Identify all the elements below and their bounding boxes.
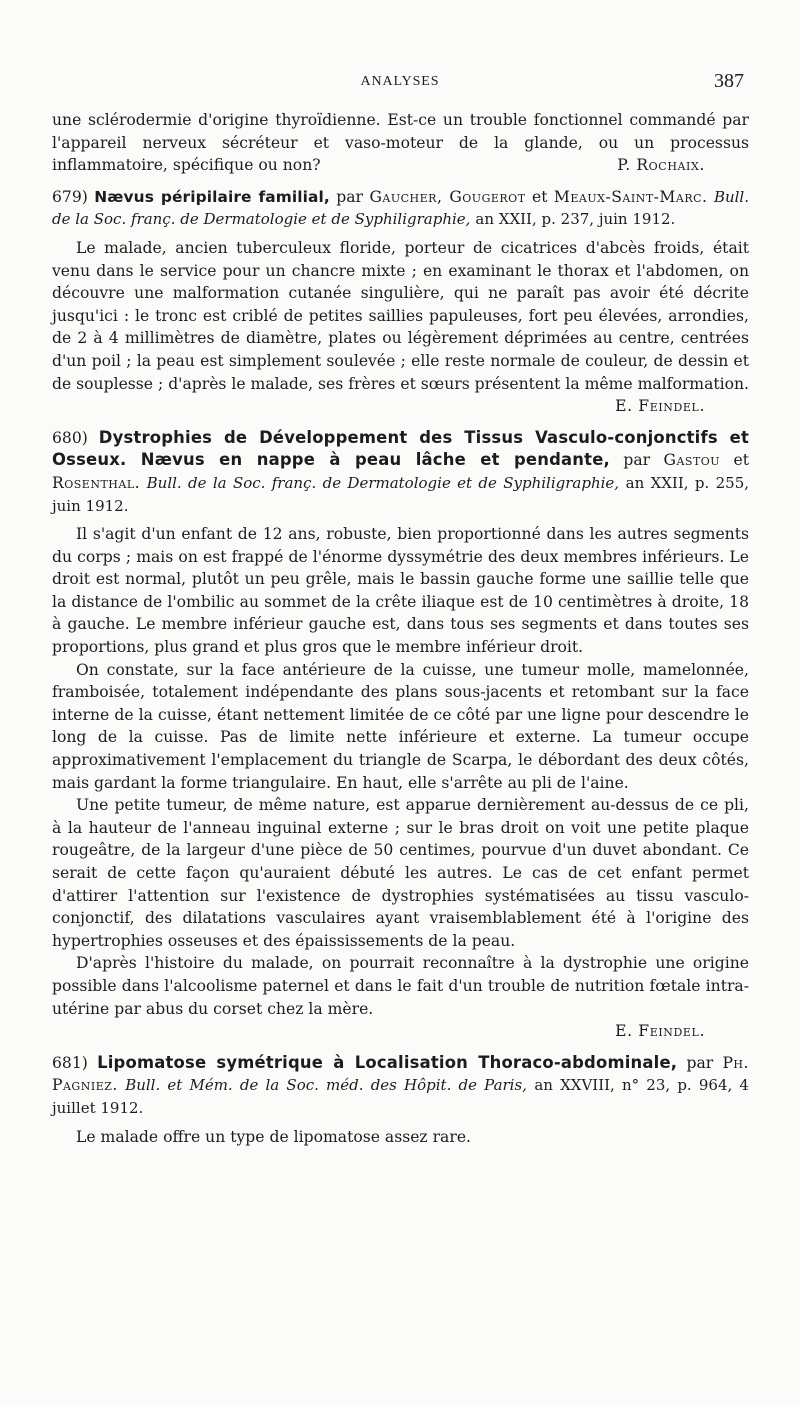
entry-journal: Bull. de la Soc. franç. de Dermatologie et de Syphiligraphie, <box>146 473 620 492</box>
entry-authors: Gastou <box>663 451 721 470</box>
entry-paragraph: Le malade, ancien tuberculeux floride, porteur de cicatrices d'abcès froids, était venu dans le service pour un chancre mixte ; en examinant le thorax et l'abdomen, on découvre une malformation cutanée singulière, qui ne paraît pas avoir été décrite jusqu'ici : le tronc est criblé de petites saillies papuleuses, fort peu élevées, arrondies, de 2 à 4 millimètres de diamètre, plates ou légèrement déprimées au centre, centrées d'un poil ; la peau est simplement soulevée ; elle reste normale de couleur, de dessin et de souplesse ; d'après le malade, ses frères et sœurs présentent la même malformation. <box>52 238 750 393</box>
entry-number: 681) <box>52 1053 88 1072</box>
entry-by: par <box>336 187 364 206</box>
entry-paragraph: D'après l'histoire du malade, on pourrait reconnaître à la dystrophie une origine possible dans l'alcoolisme paternel et dans le fait d'un trouble de nutrition fœtale intra-utérine par abus du corset chez la mère. <box>52 954 749 1018</box>
entry-number: 680) <box>52 428 88 447</box>
entry-by: par <box>623 451 651 470</box>
page-number: 387 <box>714 70 744 92</box>
entry-heading <box>52 186 749 231</box>
entry-heading <box>52 1052 749 1120</box>
entry-and: et <box>733 451 749 470</box>
entry-title: Dystrophies de Développement des Tissus Vasculo-conjonctifs et Osseux. Nævus en nappe à peau lâche et pendante, <box>52 427 749 470</box>
entry-and: et <box>531 187 548 206</box>
entry-by: par <box>686 1053 714 1072</box>
entry-title: Nævus péripilaire familial, <box>94 187 330 206</box>
entry-number: 679) <box>52 187 88 206</box>
entry-title: Lipomatose symétrique à Localisation Thoraco-abdominale, <box>97 1052 678 1072</box>
entry-680 <box>52 427 749 1043</box>
intro-signature: P. Rochaix. <box>617 156 705 175</box>
entry-paragraph: Une petite tumeur, de même nature, est apparue dernièrement au-dessus de ce pli, à la hauteur de l'anneau inguinal externe ; sur le bras droit on voit une petite plaque rougeâtre, de la largeur d'une pièce de 50 centimes, pourvue d'un duvet abondant. Ce serait de cette façon qu'auraient débuté les autres. Le cas de cet enfant permet d'attirer l'attention sur l'existence de dystrophies systématisées au tissu vasculo-conjonctif, des dilatations vasculaires ayant vraisemblablement été à l'origine des hypertrophies osseuses et des épaississements de la peau. <box>52 796 749 950</box>
entry-authors-2: Rosenthal. <box>52 473 141 492</box>
entry-signature: E. Feindel. <box>615 397 705 416</box>
entry-paragraph: On constate, sur la face antérieure de la cuisse, une tumeur molle, mamelonnée, framboisée, totalement indépendante des plans sous-jacents et retombant sur la face interne de la cuisse, étant nettement limitée de ce côté par une ligne pour descendre le long de la cuisse. Pas de limite nette inférieure et externe. La tumeur occupe approximativement l'emplacement du triangle de Scarpa, le débordant des deux côtés, mais gardant la forme triangulaire. En haut, elle s'arrête au pli de l'aine. <box>52 660 749 792</box>
entry-authors-2: Meaux-Saint-Marc. <box>553 187 708 206</box>
entry-681 <box>52 1052 749 1148</box>
entry-reference: an XXVIII, n° 23, p. 964, 4 juillet 1912. <box>52 1076 749 1117</box>
entry-journal: Bull. de la Soc. franç. de Dermatologie et de Syphiligraphie, <box>52 187 749 229</box>
running-head <box>52 72 748 96</box>
running-title: ANALYSES <box>360 74 440 89</box>
entry-paragraph: Il s'agit d'un enfant de 12 ans, robuste, bien proportionné dans les autres segments du corps ; mais on est frappé de l'énorme dyssymétrie des deux membres inférieurs. Le droit est normal, plutôt un peu grêle, mais le bassin gauche forme une saillie telle que la distance de l'ombilic au sommet de la crête iliaque est de 10 centimètres à droite, 18 à gauche. Le membre inférieur gauche est, dans tous ses segments et dans toutes ses proportions, plus grand et plus gros que le membre inférieur droit. <box>52 525 749 657</box>
entry-679 <box>52 186 749 418</box>
entry-reference: an XXII, p. 237, juin 1912. <box>475 210 676 229</box>
intro-paragraph <box>52 109 749 177</box>
entry-signature: E. Feindel. <box>615 1022 705 1041</box>
entry-journal: Bull. et Mém. de la Soc. méd. des Hôpit. de Paris, <box>125 1076 527 1095</box>
entry-reference: an XXII, p. 255, juin 1912. <box>52 473 750 515</box>
article-body <box>52 109 749 1148</box>
intro-text: une sclérodermie d'origine thyroïdienne. Est-ce un trouble fonctionnel commandé par l'appareil nerveux sécréteur et vaso-moteur de la glande, ou un processus inflammatoire, spécifique ou non? <box>52 111 749 175</box>
entry-authors: Gaucher, Gougerot <box>369 187 526 206</box>
entry-paragraph: Le malade offre un type de lipomatose assez rare. <box>76 1127 471 1146</box>
entry-authors: Ph. Pagniez. <box>52 1053 749 1095</box>
entry-heading <box>52 427 749 517</box>
